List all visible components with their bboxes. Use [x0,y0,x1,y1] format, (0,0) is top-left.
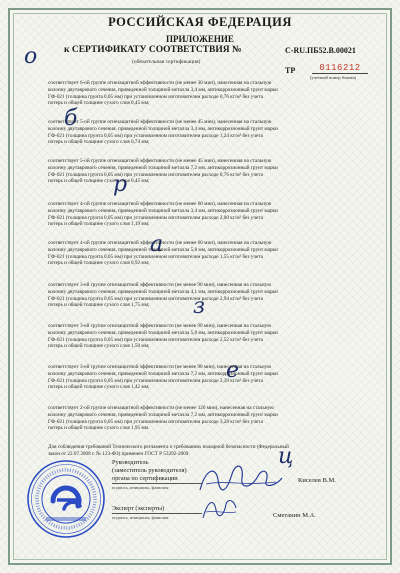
blank-serial-number: 0116212 [312,63,368,74]
head-role-line3: органа по сертификации [112,475,178,482]
certificate-label: к СЕРТИФИКАТУ СООТВЕТСТВИЯ № [64,45,242,55]
expert-role: Эксперт (эксперты) [112,505,165,512]
list-item: соответствует 6-ой группе огнезащитной эффективности (не менее 30 мин), нанесенная на стальную колонну двутаврового сечения, приведенной толщиной металла 3,4 мм, антикоррозионный грунт марки ГФ-021 (толщина грунта 0,05 мм) при установленном изготовителем расходе 0,76 кг/м² без учета потерь и общей толщине сухого слоя 0,45 мм; [48,80,278,107]
signature-line [112,483,202,484]
handwritten-mark-e: е [226,358,240,383]
serial-caption: (учетный номер бланка) [310,75,357,80]
handwritten-mark-a: а [150,232,164,257]
handwritten-mark-o: о [24,44,38,69]
expert-name: Сметанин М.А. [273,512,316,519]
list-item: соответствует 5-ой группе огнезащитной эффективности (не менее 45 мин), нанесенная на стальную колонну двутаврового сечения, приведенной толщиной металла 7,2 мм, антикоррозионный грунт марки ГФ-021 (толщина грунта 0,05 мм) при установленном изготовителем расходе 0,76 кг/м² без учета потерь и общей толщине сухого слоя 0,45 мм; [48,158,278,185]
appendix-title: ПРИЛОЖЕНИЕ [166,34,234,44]
signature-caption: подпись, инициалы, фамилия [112,485,169,490]
expert-signature-line [112,513,202,514]
head-role-line2: (заместитель руководителя) [112,467,187,474]
handwritten-mark-r: р [113,172,128,197]
federation-title: РОССИЙСКАЯ ФЕДЕРАЦИЯ [108,15,292,29]
head-role-line1: Руководитель [112,459,149,466]
certificate-number: C-RU.ПБ52.В.00021 [285,46,356,55]
certification-seal [26,459,106,539]
regulation-notice: Для соблюдения требований Технического регламента о требованиях пожарной безопасности (Федеральный закон от 22.07.2008 г. № 123-ФЗ) применен ГОСТ Р 53292-2009. [48,444,289,457]
list-item: соответствует 3-ей группе огнезащитной эффективности (не менее 90 мин), нанесенная на стальную колонну двутаврового сечения, приведенной толщиной металла 4,1 мм, антикоррозионный грунт марки ГФ-021 (толщина грунта 0,05 мм) при установленном изготовителем расходе 2,94 кг/м² без учета потерь и общей толщине сухого слоя 1,75 мм; [48,282,278,309]
list-item: соответствует 3-ей группе огнезащитной эффективности (не менее 90 мин), нанесенная на стальную колонну двутаврового сечения, приведенной толщиной металла 5,8 мм, антикоррозионный грунт марки ГФ-021 (толщина грунта 0,05 мм) при установленном изготовителем расходе 2,52 кг/м² без учета потерь и общей толщине сухого слоя 1,50 мм; [48,323,278,350]
handwritten-mark-ts: ц [278,444,294,469]
certification-type: (обязательная сертификация) [132,59,201,65]
tp-label: ТР [285,66,296,75]
list-item: соответствует 4-ой группе огнезащитной эффективности (не менее 60 мин), нанесенная на стальную колонну двутаврового сечения, приведенной толщиной металла 3,4 мм, антикоррозионный грунт марки ГФ-021 (толщина грунта 0,05 мм) при установленном изготовителем расходе 2,00 кг/м² без учета потерь и общей толщине сухого слоя 1,19 мм; [48,201,278,228]
list-item: соответствует 4-ой группе огнезащитной эффективности (не менее 60 мин), нанесенная на стальную колонну двутаврового сечения, приведенной толщиной металла 5,8 мм, антикоррозионный грунт марки ГФ-021 (толщина грунта 0,05 мм) при установленном изготовителем расходе 1,55 кг/м² без учета потерь и общей толщине сухого слоя 0,92 мм; [48,240,278,267]
list-item: соответствует 3-ей группе огнезащитной эффективности (не менее 90 мин), нанесенная на стальную колонну двутаврового сечения, приведенной толщиной металла 7,2 мм, антикоррозионный грунт марки ГФ-021 (толщина грунта 0,05 мм) при установленном изготовителем расходе 2,39 кг/м² без учета потерь и общей толщине сухого слоя 1,42 мм; [48,364,278,391]
expert-signature-caption: подпись, инициалы, фамилия [112,515,169,520]
list-item: соответствует 2-ой группе огнезащитной эффективности (не менее 120 мин), нанесенная на стальную колонну двутаврового сечения, приведенной толщиной металла 7,2 мм, антикоррозионный грунт марки ГФ-021 (толщина грунта 0,05 мм) при установленном изготовителем расходе 3,28 кг/м² без учета потерь и общей толщине сухого слоя 1,95 мм. [48,405,278,432]
handwritten-mark-z: з [193,294,205,319]
expert-signature [200,494,240,524]
list-item: соответствует 5-ой группе огнезащитной эффективности (не менее 45 мин), нанесенная на стальную колонну двутаврового сечения, приведенной толщиной металла 3,4 мм, антикоррозионный грунт марки ГФ-021 (толщина грунта 0,05 мм) при установленном изготовителем расходе 1,24 кг/м² без учета потерь и общей толщине сухого слоя 0,74 мм; [48,119,278,146]
head-name: Киселев В.М. [298,477,336,484]
handwritten-mark-b: б [64,106,78,131]
